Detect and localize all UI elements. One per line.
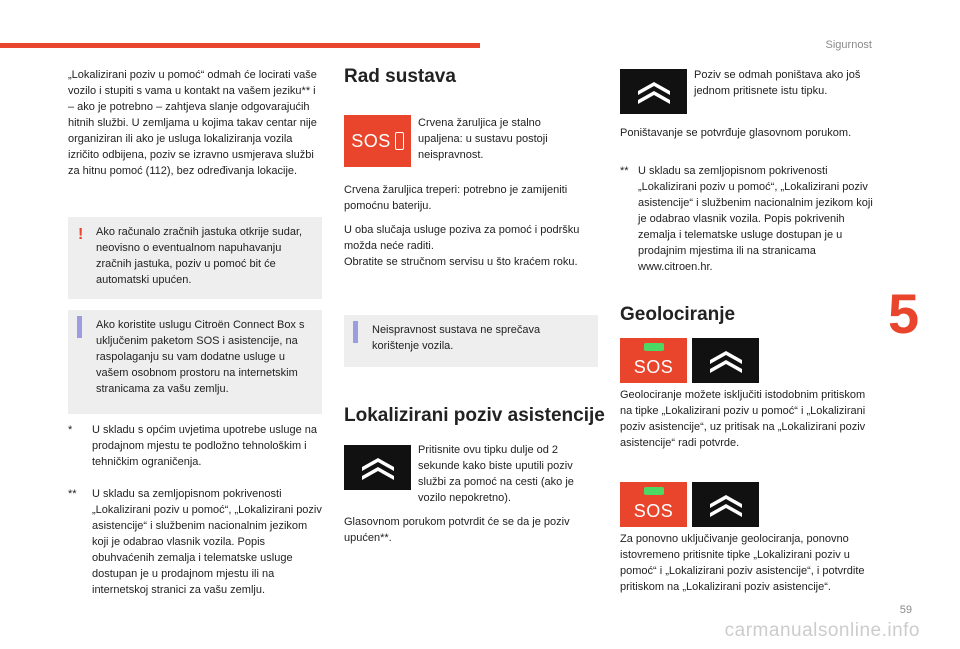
sos-label: SOS	[351, 130, 391, 151]
paragraph-cancel-confirm: Poništavanje se potvrđuje glasovnom porukom.	[620, 127, 852, 139]
paragraph-confirm: Glasovnom porukom potvrdit će se da je poziv upućen**.	[344, 516, 570, 544]
assistance-button-image	[692, 482, 759, 527]
heading-geolociranje: Geolociranje	[620, 304, 736, 325]
sos-description: Crvena žaruljica je stalno upaljena: u sustavu postoji neispravnost.	[418, 117, 548, 161]
footnote-text: U skladu sa zemljopisnom pokrivenosti „Lokalizirani poziv u pomoć“, „Lokalizirani poziv asistencije“ i službenim nacionalnim jezikom koji je odabrao vlasnik vozila. Popis pokrivenih zemalja i telematske usluge dostupan je u prodajnim mjestima ili na stranicama www.citroen.hr.	[638, 165, 873, 273]
footnote-text: U skladu sa zemljopisnom pokrivenosti „Lokalizirani poziv u pomoć“, „Lokalizirani poziv asistencije“ i službenim nacionalnim jezikom koji je odabrao vlasnik vozila. Popis obuhvaćenih zemalja i telematske usluge dostupan je u prodajnom mjestu ili na internetskoj stranici za vašu zemlju.	[92, 488, 322, 596]
heading-rad-sustava: Rad sustava	[344, 66, 456, 87]
paragraph-blinking: Crvena žaruljica treperi: potrebno je zamijeniti pomoćnu bateriju.	[344, 184, 568, 212]
sos-label: SOS	[633, 501, 674, 522]
chapter-number: 5	[888, 282, 920, 345]
warning-text: Ako računalo zračnih jastuka otkrije sudar, neovisno o eventualnom napuhavanju zračnih jastuka, poziv u pomoć bit će automatski upućen.	[96, 226, 303, 286]
assistance-button-image	[620, 69, 687, 114]
cancel-description: Poziv se odmah poništava ako još jednom pritisnete istu tipku.	[694, 69, 861, 97]
warning-icon: !	[78, 226, 84, 243]
footnote-2	[68, 487, 322, 599]
sos-indicator-icon	[395, 132, 404, 150]
paragraph-service: Obratite se stručnom servisu u što kraćem roku.	[344, 256, 578, 268]
paragraph-enable-geo: Za ponovno uključivanje geolociranja, ponovno istovremeno pritisnite tipke „Lokalizirani poziv u pomoć“ i „Lokalizirani poziv asistencije“, i potvrdite pritiskom na „Lokalizirani poziv asistencije“.	[620, 533, 865, 593]
paragraph-both-cases: U oba slučaja usluge poziva za pomoć i podršku možda neće raditi.	[344, 224, 580, 252]
page-number: 59	[899, 604, 912, 616]
heading-assistance-call: Lokalizirani poziv asistencije	[344, 405, 605, 426]
section-title: Sigurnost	[825, 39, 872, 51]
citroen-chevron-icon	[706, 490, 746, 520]
footnote-3	[620, 164, 880, 276]
footnote-text: U skladu s općim uvjetima upotrebe usluge na prodajnom mjestu te podložno tehnološkim i tehničkim ograničenja.	[92, 424, 318, 468]
info-text: Neispravnost sustava ne sprečava korištenje vozila.	[372, 324, 541, 352]
citroen-chevron-icon	[634, 77, 674, 107]
assistance-button-image	[692, 338, 759, 383]
sos-button-image	[620, 338, 687, 383]
led-indicator	[644, 487, 664, 495]
citroen-chevron-icon	[706, 346, 746, 376]
info-note-2	[344, 315, 598, 367]
footnote-1	[68, 423, 322, 471]
sos-button-image	[620, 482, 687, 527]
watermark: carmanualsonline.info	[724, 620, 920, 642]
footnote-mark: *	[68, 424, 73, 436]
intro-paragraph: „Lokalizirani poziv u pomoć“ odmah će locirati vaše vozilo i stupiti s vama u kontakt na vašem jeziku** i – ako je potrebno – zahtjeva slanje odgovarajućih hitnih službi. U zemljama u kojima takav centar nije organiziran ili ako je usluga lokaliziranja vozila izričito odbijena, poziv se izravno usmjerava službi za hitnu pomoć (112), bez određivanja lokacije.	[68, 69, 317, 177]
warning-note	[68, 217, 322, 299]
assistance-description: Pritisnite ovu tipku dulje od 2 sekunde kako biste uputili poziv službi za pomoć na cesti (ako je vozilo nepokretno).	[418, 444, 574, 504]
info-text: Ako koristite uslugu Citroën Connect Box s uključenim paketom SOS i asistencije, na raspolaganju su vam dodatne usluge u vašem osobnom prostoru na internetskim stranicama za vašu zemlju.	[96, 319, 305, 395]
footnote-mark: **	[68, 488, 77, 500]
sos-label: SOS	[633, 357, 674, 378]
header-accent-bar	[0, 43, 480, 48]
footnote-mark: **	[620, 165, 629, 177]
sos-button-image	[344, 115, 411, 167]
assistance-button-image	[344, 445, 411, 490]
info-note	[68, 310, 322, 414]
led-indicator	[644, 343, 664, 351]
paragraph-disable-geo: Geolociranje možete isključiti istodobnim pritiskom na tipke „Lokalizirani poziv u pomoć“ i „Lokalizirani poziv asistencije“, uz pritisak na „Lokalizirani poziv asistencije“ radi potvrde.	[620, 389, 866, 449]
citroen-chevron-icon	[358, 453, 398, 483]
